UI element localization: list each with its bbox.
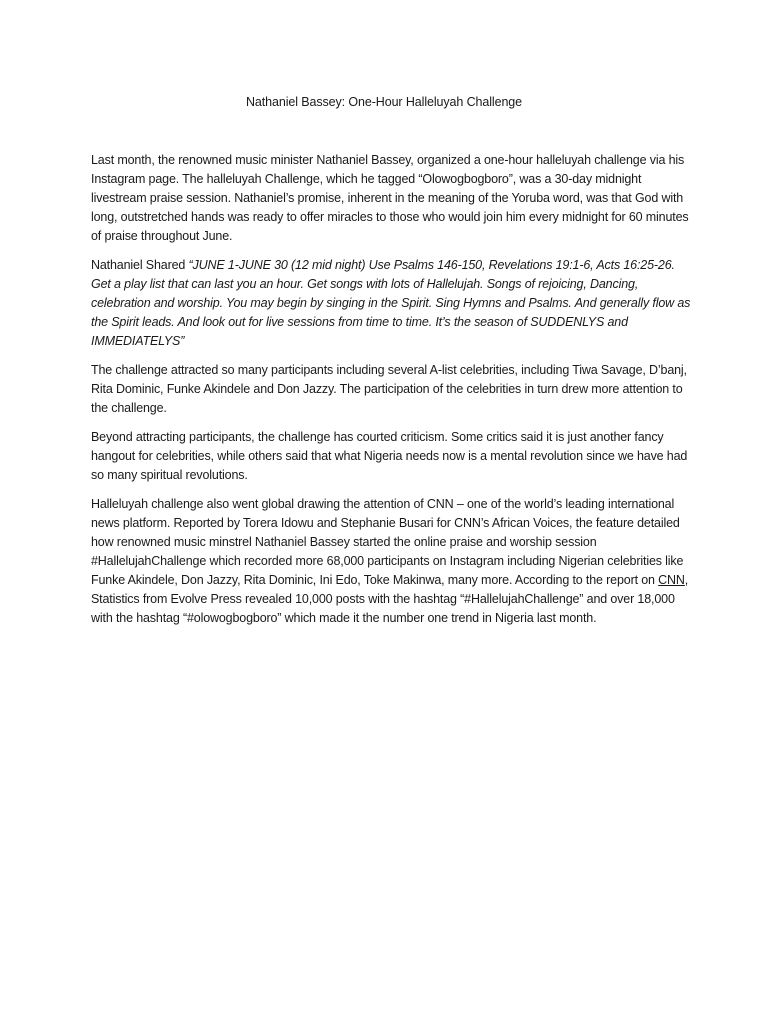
- paragraph-criticism: Beyond attracting participants, the challenge has courted criticism. Some critics said it is just another fancy hangout for celebrities, while others said that what Nigeria needs now is a mental revolution since we have had so many spiritual revolutions.: [91, 430, 688, 482]
- quote-lead: Nathaniel Shared: [91, 258, 189, 272]
- paragraph-cnn: [91, 495, 691, 628]
- cnn-text-before: Halleluyah challenge also went global drawing the attention of CNN – one of the world’s leading international news platform. Reported by Torera Idowu and Stephanie Busari for CNN’s African Voices, the feature detailed how renowned music minstrel Nathaniel Bassey started the online praise and worship session #HallelujahChallenge which recorded more 68,000 participants on Instagram including Nigerian celebrities like Funke Akindele, Don Jazzy, Rita Dominic, Ini Edo, Toke Makinwa, many more. According to the report on: [91, 497, 684, 587]
- paragraph-participants: The challenge attracted so many participants including several A-list celebrities, including Tiwa Savage, D’banj, Rita Dominic, Funke Akindele and Don Jazzy. The participation of the celebrities in turn drew more attention to the challenge.: [91, 363, 687, 415]
- paragraph-intro: Last month, the renowned music minister Nathaniel Bassey, organized a one-hour halleluyah challenge via his Instagram page. The halleluyah Challenge, which he tagged “Olowogbogboro”, was a 30-day midnight livestream praise session. Nathaniel’s promise, inherent in the meaning of the Yoruba word, was that God with long, outstretched hands was ready to offer miracles to those who would join him every midnight for 60 minutes of praise throughout June.: [91, 153, 689, 243]
- document-title: Nathaniel Bassey: One-Hour Halleluyah Challenge: [245, 95, 522, 109]
- quote-text: “JUNE 1-JUNE 30 (12 mid night) Use Psalms 146-150, Revelations 19:1-6, Acts 16:25-26. Get a play list that can last you an hour. Get songs with lots of Hallelujah. Songs of rejoicing, Dancing, celebration and worship. You may begin by singing in the Spirit. Sing Hymns and Psalms. And generally flow as the Spirit leads. And look out for live sessions from time to time. It’s the season of SUDDENLYS and IMMEDIATELYS”: [91, 258, 691, 348]
- cnn-link[interactable]: CNN: [658, 573, 685, 587]
- paragraph-quote: [91, 256, 691, 351]
- document-body: [91, 151, 691, 638]
- cnn-text-after: , Statistics from Evolve Press revealed 10,000 posts with the hashtag “#HallelujahChallenge” and over 18,000 with the hashtag “#olowogbogboro” which made it the number one trend in Nigeria last month.: [91, 573, 689, 625]
